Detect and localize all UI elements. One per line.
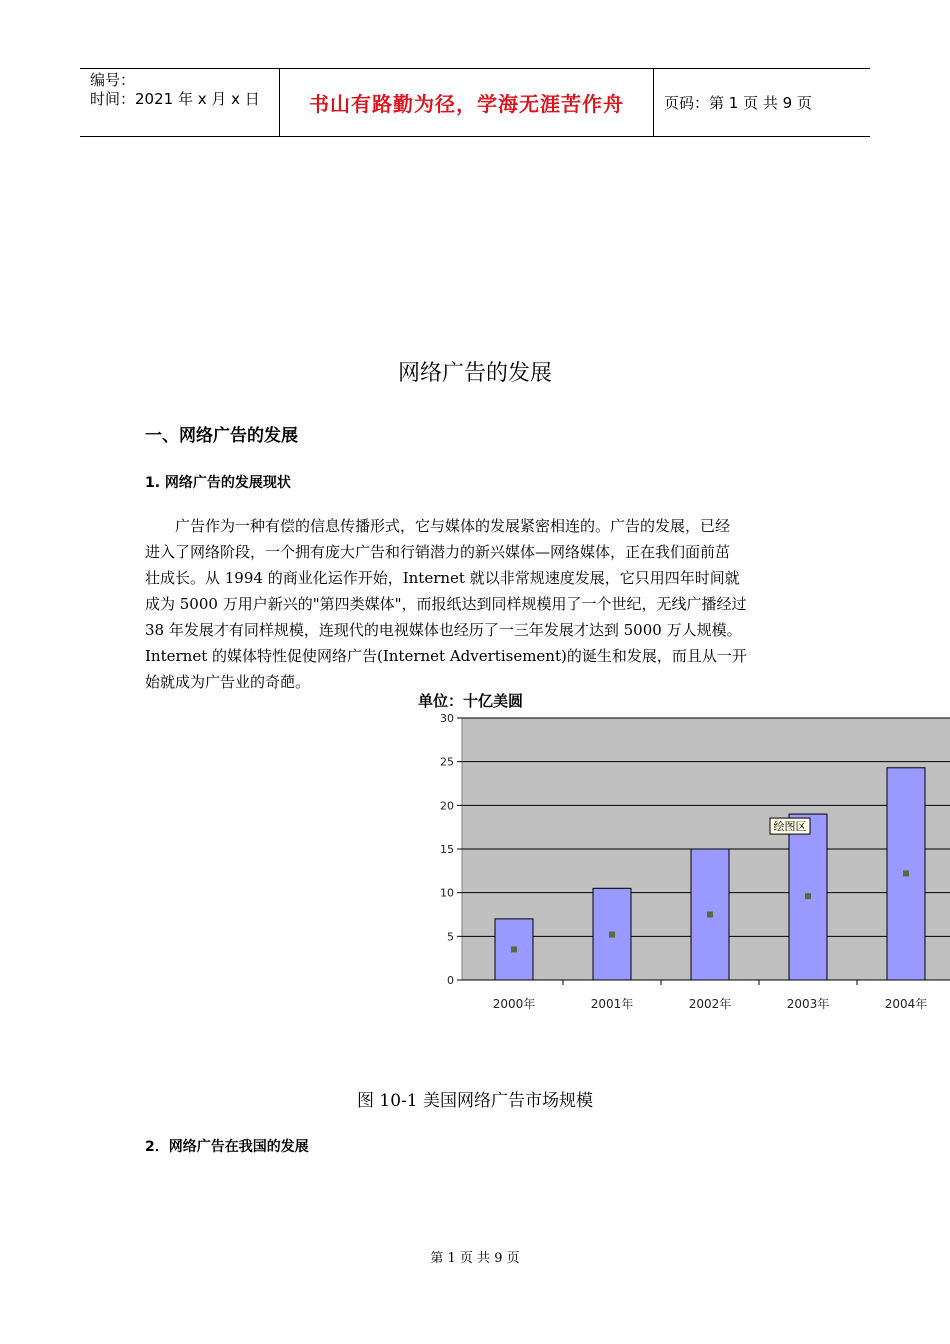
annotation-label: 绘图区 (773, 820, 807, 834)
document-title: 网络广告的发展 (397, 361, 552, 386)
data-point (609, 932, 615, 938)
paragraph-line: 成为 5000 万用户新兴的"第四类媒体"，而报纸达到同样规模用了一个世纪，无线广播经过 (145, 595, 747, 613)
y-tick-label: 5 (447, 930, 454, 944)
paragraph-line: Internet 的媒体特性促使网络广告(Internet Advertisement)的诞生和发展，而且从一开 (145, 647, 747, 665)
data-point (805, 893, 811, 899)
y-tick-label: 10 (440, 886, 454, 900)
x-tick-label: 2000年 (492, 997, 536, 1011)
motto: 书山有路勤为径，学海无涯苦作舟 (280, 69, 654, 136)
page-info: 页码：第 1 页 共 9 页 (664, 94, 812, 112)
x-tick-label: 2002年 (688, 997, 732, 1011)
time-label: 时间：2021 年 x 月 x 日 (90, 90, 260, 108)
page-footer: 第 1 页 共 9 页 (430, 1251, 520, 1266)
body-paragraph (145, 513, 805, 695)
subsection-heading-2: 2．网络广告在我国的发展 (145, 1139, 309, 1155)
section-heading: 一、网络广告的发展 (145, 426, 298, 446)
y-tick-label: 0 (447, 974, 454, 987)
data-point (903, 870, 909, 876)
paragraph-line: 壮成长。从 1994 的商业化运作开始，Internet 就以非常规速度发展，它只用四年时间就 (145, 569, 740, 587)
paragraph-line: 进入了网络阶段，一个拥有庞大广告和行销潜力的新兴媒体—网络媒体，正在我们面前茁 (145, 543, 731, 561)
bar-chart (415, 688, 950, 1028)
figure-caption: 图 10-1 美国网络广告市场规模 (357, 1091, 593, 1111)
number-label: 编号： (90, 71, 136, 89)
y-tick-label: 15 (440, 843, 454, 856)
y-tick-label: 30 (440, 712, 454, 725)
subsection-heading-1: 1. 网络广告的发展现状 (145, 475, 291, 491)
paragraph-line: 始就成为广告业的奇葩。 (145, 673, 311, 691)
data-point (511, 946, 517, 952)
y-tick-label: 20 (440, 799, 454, 813)
x-tick-label: 2004年 (884, 997, 928, 1011)
paragraph-line: 广告作为一种有偿的信息传播形式，它与媒体的发展紧密相连的。广告的发展，已经 (145, 517, 731, 535)
x-tick-label: 2003年 (786, 997, 830, 1011)
y-tick-label: 25 (440, 755, 454, 769)
x-tick-label: 2001年 (590, 997, 634, 1011)
header-table (80, 68, 870, 137)
chart-unit-label: 单位：十亿美圆 (418, 692, 524, 710)
paragraph-line: 38 年发展才有同样规模，连现代的电视媒体也经历了一三年发展才达到 5000 万人规模。 (145, 621, 742, 639)
annotation-tooltip (770, 818, 810, 834)
data-point (707, 912, 713, 918)
header-meta-cell (80, 69, 280, 136)
